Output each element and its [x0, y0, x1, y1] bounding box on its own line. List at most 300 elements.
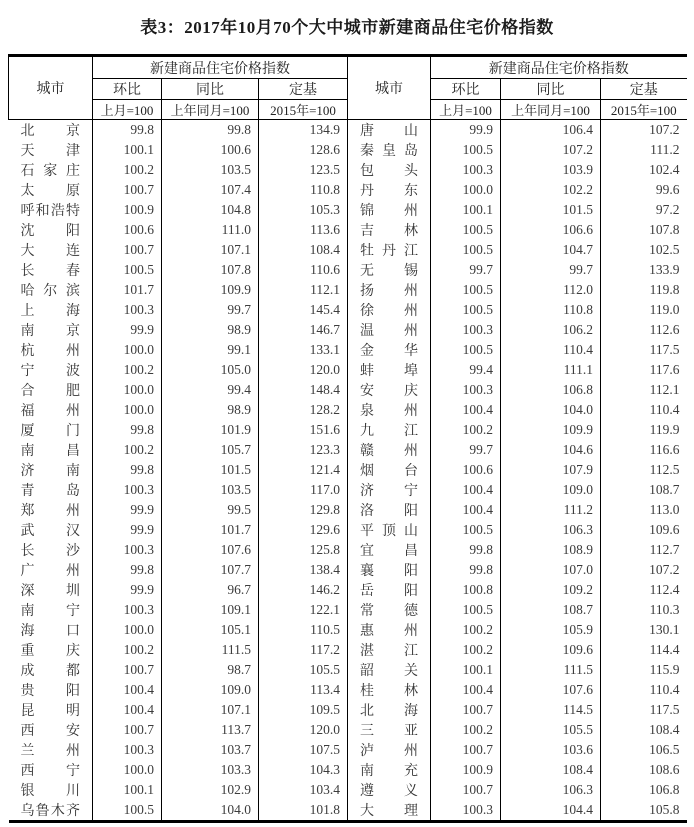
mom-cell-left: 100.3 [93, 600, 162, 620]
city-cell-right: 包头 [348, 160, 431, 180]
subheader-yoy-right: 上年同月=100 [501, 100, 601, 120]
table-row [9, 740, 687, 760]
table-row [9, 140, 687, 160]
mom-cell-left: 99.9 [93, 580, 162, 600]
city-cell-left: 乌鲁木齐 [20, 804, 80, 819]
yoy-cell-right: 106.2 [501, 320, 601, 340]
mom-cell-right: 100.5 [431, 340, 501, 360]
base-cell-right: 97.2 [601, 200, 687, 220]
city-cell-left: 长沙 [20, 544, 80, 559]
city-cell-left: 太原 [20, 184, 80, 199]
col-header-city-right: 城市 [348, 56, 431, 120]
city-cell-left: 深圳 [20, 584, 80, 599]
base-cell-left: 129.8 [259, 500, 348, 520]
yoy-cell-right: 109.2 [501, 580, 601, 600]
mom-cell-left: 100.2 [93, 440, 162, 460]
city-cell-right: 安庆 [348, 380, 431, 400]
table-row [9, 180, 687, 200]
city-cell-right: 温州 [348, 320, 431, 340]
yoy-cell-left: 107.1 [162, 240, 259, 260]
price-index-table [8, 54, 687, 823]
base-cell-right: 112.1 [601, 380, 687, 400]
city-cell-right: 蚌埠 [348, 360, 431, 380]
mom-cell-right: 99.7 [431, 260, 501, 280]
city-cell-left: 南昌 [20, 444, 80, 459]
mom-cell-right: 100.3 [431, 380, 501, 400]
base-cell-right: 102.4 [601, 160, 687, 180]
city-cell-right: 牡丹江 [348, 240, 431, 260]
mom-cell-right: 100.5 [431, 240, 501, 260]
city-cell-right: 韶关 [348, 660, 431, 680]
table-body [9, 120, 687, 822]
yoy-cell-right: 107.2 [501, 140, 601, 160]
mom-cell-right: 100.7 [431, 740, 501, 760]
city-cell-right: 襄阳 [348, 560, 431, 580]
base-cell-left: 122.1 [259, 600, 348, 620]
city-cell-left: 哈尔滨 [20, 284, 80, 299]
base-cell-right: 108.6 [601, 760, 687, 780]
mom-cell-left: 100.1 [93, 140, 162, 160]
mom-cell-left: 100.4 [93, 680, 162, 700]
yoy-cell-right: 99.7 [501, 260, 601, 280]
yoy-cell-right: 106.4 [501, 120, 601, 141]
mom-cell-right: 100.7 [431, 700, 501, 720]
city-cell-left: 成都 [20, 664, 80, 679]
mom-cell-right: 100.0 [431, 180, 501, 200]
base-cell-left: 110.8 [259, 180, 348, 200]
city-cell-right: 大理 [348, 800, 431, 822]
base-cell-left: 151.6 [259, 420, 348, 440]
mom-cell-right: 100.3 [431, 800, 501, 822]
base-cell-right: 105.8 [601, 800, 687, 822]
col-header-base-right: 定基 [601, 79, 687, 100]
mom-cell-left: 100.3 [93, 540, 162, 560]
table-row [9, 120, 687, 141]
page-title: 表3：2017年10月70个大中城市新建商品住宅价格指数 [140, 18, 554, 37]
yoy-cell-right: 104.7 [501, 240, 601, 260]
base-cell-left: 134.9 [259, 120, 348, 141]
mom-cell-right: 100.4 [431, 400, 501, 420]
base-cell-left: 128.2 [259, 400, 348, 420]
mom-cell-left: 100.6 [93, 220, 162, 240]
base-cell-left: 138.4 [259, 560, 348, 580]
mom-cell-right: 100.7 [431, 780, 501, 800]
base-cell-right: 99.6 [601, 180, 687, 200]
base-cell-right: 112.5 [601, 460, 687, 480]
table-row [9, 340, 687, 360]
city-cell-left: 北京 [20, 124, 80, 139]
table-row [9, 360, 687, 380]
city-cell-left: 武汉 [20, 524, 80, 539]
city-cell-left: 兰州 [20, 744, 80, 759]
city-cell-right: 桂林 [348, 680, 431, 700]
base-cell-left: 113.4 [259, 680, 348, 700]
city-cell-left: 济南 [20, 464, 80, 479]
table-row [9, 420, 687, 440]
city-cell-right: 洛阳 [348, 500, 431, 520]
mom-cell-right: 100.2 [431, 420, 501, 440]
table-row [9, 480, 687, 500]
mom-cell-right: 100.4 [431, 500, 501, 520]
base-cell-right: 108.7 [601, 480, 687, 500]
table-row [9, 400, 687, 420]
base-cell-right: 113.0 [601, 500, 687, 520]
mom-cell-left: 99.8 [93, 420, 162, 440]
mom-cell-right: 99.9 [431, 120, 501, 141]
mom-cell-left: 100.5 [93, 800, 162, 822]
yoy-cell-right: 106.3 [501, 520, 601, 540]
mom-cell-right: 99.4 [431, 360, 501, 380]
mom-cell-left: 100.0 [93, 340, 162, 360]
mom-cell-left: 100.3 [93, 300, 162, 320]
city-cell-left: 昆明 [20, 704, 80, 719]
table-row [9, 220, 687, 240]
city-cell-right: 丹东 [348, 180, 431, 200]
table-row [9, 780, 687, 800]
mom-cell-right: 100.8 [431, 580, 501, 600]
base-cell-left: 120.0 [259, 720, 348, 740]
yoy-cell-right: 109.9 [501, 420, 601, 440]
mom-cell-right: 100.9 [431, 760, 501, 780]
yoy-cell-right: 104.4 [501, 800, 601, 822]
city-cell-left: 大连 [20, 244, 80, 259]
city-cell-left: 天津 [20, 144, 80, 159]
yoy-cell-left: 103.5 [162, 480, 259, 500]
city-cell-right: 岳阳 [348, 580, 431, 600]
city-cell-left: 南京 [20, 324, 80, 339]
yoy-cell-right: 108.7 [501, 600, 601, 620]
mom-cell-right: 100.2 [431, 620, 501, 640]
yoy-cell-left: 107.1 [162, 700, 259, 720]
yoy-cell-right: 109.6 [501, 640, 601, 660]
yoy-cell-left: 105.0 [162, 360, 259, 380]
base-cell-right: 117.5 [601, 340, 687, 360]
yoy-cell-right: 107.0 [501, 560, 601, 580]
mom-cell-left: 100.2 [93, 640, 162, 660]
mom-cell-left: 100.0 [93, 760, 162, 780]
base-cell-left: 103.4 [259, 780, 348, 800]
table-row [9, 760, 687, 780]
yoy-cell-left: 107.6 [162, 540, 259, 560]
city-cell-left: 厦门 [20, 424, 80, 439]
city-cell-left: 重庆 [20, 644, 80, 659]
table-row [9, 620, 687, 640]
yoy-cell-right: 106.8 [501, 380, 601, 400]
city-cell-left: 呼和浩特 [20, 204, 80, 219]
yoy-cell-left: 109.0 [162, 680, 259, 700]
city-cell-left: 沈阳 [20, 224, 80, 239]
mom-cell-left: 101.7 [93, 280, 162, 300]
subheader-base-right: 2015年=100 [601, 100, 687, 120]
yoy-cell-left: 96.7 [162, 580, 259, 600]
yoy-cell-left: 99.5 [162, 500, 259, 520]
base-cell-right: 119.0 [601, 300, 687, 320]
subheader-mom-left: 上月=100 [93, 100, 162, 120]
yoy-cell-right: 101.5 [501, 200, 601, 220]
mom-cell-left: 100.2 [93, 160, 162, 180]
table-row [9, 160, 687, 180]
table-row [9, 600, 687, 620]
mom-cell-left: 100.3 [93, 740, 162, 760]
yoy-cell-left: 104.0 [162, 800, 259, 822]
mom-cell-right: 100.4 [431, 480, 501, 500]
yoy-cell-right: 107.9 [501, 460, 601, 480]
base-cell-right: 108.4 [601, 720, 687, 740]
base-cell-left: 109.5 [259, 700, 348, 720]
mom-cell-right: 99.7 [431, 440, 501, 460]
group-header-right: 新建商品住宅价格指数 [431, 56, 687, 79]
yoy-cell-right: 112.0 [501, 280, 601, 300]
yoy-cell-right: 103.6 [501, 740, 601, 760]
base-cell-left: 129.6 [259, 520, 348, 540]
yoy-cell-left: 103.5 [162, 160, 259, 180]
city-cell-left: 长春 [20, 264, 80, 279]
yoy-cell-left: 105.1 [162, 620, 259, 640]
col-header-city-left: 城市 [9, 56, 93, 120]
yoy-cell-left: 105.7 [162, 440, 259, 460]
city-cell-right: 金华 [348, 340, 431, 360]
yoy-cell-right: 102.2 [501, 180, 601, 200]
city-cell-right: 泉州 [348, 400, 431, 420]
city-cell-right: 常德 [348, 600, 431, 620]
table-row [9, 680, 687, 700]
yoy-cell-left: 107.4 [162, 180, 259, 200]
city-cell-right: 济宁 [348, 480, 431, 500]
base-cell-left: 107.5 [259, 740, 348, 760]
mom-cell-right: 100.5 [431, 220, 501, 240]
city-cell-right: 三亚 [348, 720, 431, 740]
city-cell-left: 宁波 [20, 364, 80, 379]
mom-cell-right: 100.1 [431, 200, 501, 220]
yoy-cell-right: 104.6 [501, 440, 601, 460]
base-cell-right: 107.8 [601, 220, 687, 240]
city-cell-left: 海口 [20, 624, 80, 639]
yoy-cell-right: 105.9 [501, 620, 601, 640]
table-row [9, 440, 687, 460]
city-cell-right: 无锡 [348, 260, 431, 280]
city-cell-left: 合肥 [20, 384, 80, 399]
yoy-cell-right: 111.1 [501, 360, 601, 380]
city-cell-right: 秦皇岛 [348, 140, 431, 160]
base-cell-left: 113.6 [259, 220, 348, 240]
base-cell-left: 123.3 [259, 440, 348, 460]
city-cell-left: 贵阳 [20, 684, 80, 699]
yoy-cell-left: 103.3 [162, 760, 259, 780]
yoy-cell-right: 114.5 [501, 700, 601, 720]
mom-cell-left: 100.9 [93, 200, 162, 220]
yoy-cell-left: 99.8 [162, 120, 259, 141]
base-cell-left: 148.4 [259, 380, 348, 400]
city-cell-left: 南宁 [20, 604, 80, 619]
city-cell-right: 扬州 [348, 280, 431, 300]
table-row [9, 520, 687, 540]
mom-cell-right: 100.5 [431, 520, 501, 540]
yoy-cell-left: 101.7 [162, 520, 259, 540]
col-header-mom-left: 环比 [93, 79, 162, 100]
base-cell-left: 117.2 [259, 640, 348, 660]
base-cell-right: 107.2 [601, 120, 687, 141]
base-cell-left: 133.1 [259, 340, 348, 360]
city-cell-right: 锦州 [348, 200, 431, 220]
yoy-cell-left: 98.9 [162, 400, 259, 420]
yoy-cell-right: 109.0 [501, 480, 601, 500]
yoy-cell-left: 113.7 [162, 720, 259, 740]
city-cell-right: 平顶山 [348, 520, 431, 540]
city-cell-right: 北海 [348, 700, 431, 720]
city-cell-right: 吉林 [348, 220, 431, 240]
table-row [9, 320, 687, 340]
table-row [9, 800, 687, 822]
base-cell-right: 110.4 [601, 680, 687, 700]
mom-cell-left: 100.4 [93, 700, 162, 720]
table-row [9, 560, 687, 580]
base-cell-right: 112.7 [601, 540, 687, 560]
col-header-mom-right: 环比 [431, 79, 501, 100]
yoy-cell-left: 99.7 [162, 300, 259, 320]
base-cell-left: 123.5 [259, 160, 348, 180]
subheader-yoy-left: 上年同月=100 [162, 100, 259, 120]
base-cell-right: 106.8 [601, 780, 687, 800]
yoy-cell-right: 106.3 [501, 780, 601, 800]
table-row [9, 280, 687, 300]
yoy-cell-right: 106.6 [501, 220, 601, 240]
base-cell-left: 105.5 [259, 660, 348, 680]
yoy-cell-left: 107.8 [162, 260, 259, 280]
base-cell-left: 108.4 [259, 240, 348, 260]
yoy-cell-right: 108.4 [501, 760, 601, 780]
mom-cell-left: 100.3 [93, 480, 162, 500]
yoy-cell-left: 98.7 [162, 660, 259, 680]
base-cell-left: 128.6 [259, 140, 348, 160]
base-cell-right: 117.5 [601, 700, 687, 720]
base-cell-right: 133.9 [601, 260, 687, 280]
city-cell-left: 广州 [20, 564, 80, 579]
subheader-base-left: 2015年=100 [259, 100, 348, 120]
city-cell-right: 惠州 [348, 620, 431, 640]
mom-cell-right: 99.8 [431, 560, 501, 580]
city-cell-right: 徐州 [348, 300, 431, 320]
city-cell-left: 西安 [20, 724, 80, 739]
yoy-cell-right: 110.4 [501, 340, 601, 360]
yoy-cell-right: 108.9 [501, 540, 601, 560]
table-row [9, 660, 687, 680]
city-cell-right: 赣州 [348, 440, 431, 460]
table-row [9, 500, 687, 520]
base-cell-left: 117.0 [259, 480, 348, 500]
group-header-left: 新建商品住宅价格指数 [93, 56, 348, 79]
mom-cell-right: 100.5 [431, 300, 501, 320]
base-cell-left: 105.3 [259, 200, 348, 220]
base-cell-right: 130.1 [601, 620, 687, 640]
yoy-cell-left: 103.7 [162, 740, 259, 760]
mom-cell-left: 100.7 [93, 180, 162, 200]
mom-cell-left: 100.0 [93, 620, 162, 640]
yoy-cell-right: 103.9 [501, 160, 601, 180]
mom-cell-left: 100.7 [93, 720, 162, 740]
city-cell-left: 郑州 [20, 504, 80, 519]
city-cell-right: 唐山 [348, 120, 431, 141]
mom-cell-left: 99.8 [93, 460, 162, 480]
yoy-cell-left: 104.8 [162, 200, 259, 220]
table-row [9, 240, 687, 260]
base-cell-left: 146.7 [259, 320, 348, 340]
base-cell-left: 112.1 [259, 280, 348, 300]
city-cell-left: 杭州 [20, 344, 80, 359]
city-cell-left: 福州 [20, 404, 80, 419]
table-row [9, 640, 687, 660]
base-cell-right: 112.6 [601, 320, 687, 340]
mom-cell-left: 100.7 [93, 660, 162, 680]
city-cell-left: 西宁 [20, 764, 80, 779]
mom-cell-right: 100.1 [431, 660, 501, 680]
base-cell-right: 111.2 [601, 140, 687, 160]
mom-cell-right: 100.6 [431, 460, 501, 480]
yoy-cell-left: 111.0 [162, 220, 259, 240]
col-header-yoy-right: 同比 [501, 79, 601, 100]
table-row [9, 260, 687, 280]
yoy-cell-right: 105.5 [501, 720, 601, 740]
yoy-cell-left: 100.6 [162, 140, 259, 160]
yoy-cell-right: 111.2 [501, 500, 601, 520]
mom-cell-right: 100.5 [431, 600, 501, 620]
base-cell-right: 107.2 [601, 560, 687, 580]
yoy-cell-left: 107.7 [162, 560, 259, 580]
yoy-cell-left: 102.9 [162, 780, 259, 800]
col-header-yoy-left: 同比 [162, 79, 259, 100]
city-cell-right: 烟台 [348, 460, 431, 480]
table-row [9, 300, 687, 320]
city-cell-right: 泸州 [348, 740, 431, 760]
mom-cell-left: 99.8 [93, 120, 162, 141]
city-cell-right: 九江 [348, 420, 431, 440]
base-cell-right: 109.6 [601, 520, 687, 540]
base-cell-left: 101.8 [259, 800, 348, 822]
base-cell-left: 110.5 [259, 620, 348, 640]
city-cell-right: 宜昌 [348, 540, 431, 560]
yoy-cell-right: 110.8 [501, 300, 601, 320]
base-cell-left: 145.4 [259, 300, 348, 320]
subheader-mom-right: 上月=100 [431, 100, 501, 120]
base-cell-left: 125.8 [259, 540, 348, 560]
base-cell-right: 119.8 [601, 280, 687, 300]
yoy-cell-left: 101.9 [162, 420, 259, 440]
base-cell-right: 110.4 [601, 400, 687, 420]
base-cell-left: 104.3 [259, 760, 348, 780]
mom-cell-left: 99.9 [93, 320, 162, 340]
mom-cell-right: 100.5 [431, 140, 501, 160]
base-cell-right: 102.5 [601, 240, 687, 260]
mom-cell-left: 99.8 [93, 560, 162, 580]
base-cell-left: 110.6 [259, 260, 348, 280]
city-cell-left: 银川 [20, 784, 80, 799]
mom-cell-right: 100.4 [431, 680, 501, 700]
mom-cell-left: 100.5 [93, 260, 162, 280]
yoy-cell-left: 111.5 [162, 640, 259, 660]
mom-cell-left: 99.9 [93, 500, 162, 520]
base-cell-left: 120.0 [259, 360, 348, 380]
mom-cell-right: 100.3 [431, 320, 501, 340]
yoy-cell-right: 107.6 [501, 680, 601, 700]
base-cell-left: 146.2 [259, 580, 348, 600]
base-cell-right: 106.5 [601, 740, 687, 760]
yoy-cell-left: 109.1 [162, 600, 259, 620]
base-cell-right: 119.9 [601, 420, 687, 440]
yoy-cell-left: 99.4 [162, 380, 259, 400]
city-cell-left: 石家庄 [20, 164, 80, 179]
table-row [9, 380, 687, 400]
mom-cell-right: 99.8 [431, 540, 501, 560]
base-cell-right: 116.6 [601, 440, 687, 460]
